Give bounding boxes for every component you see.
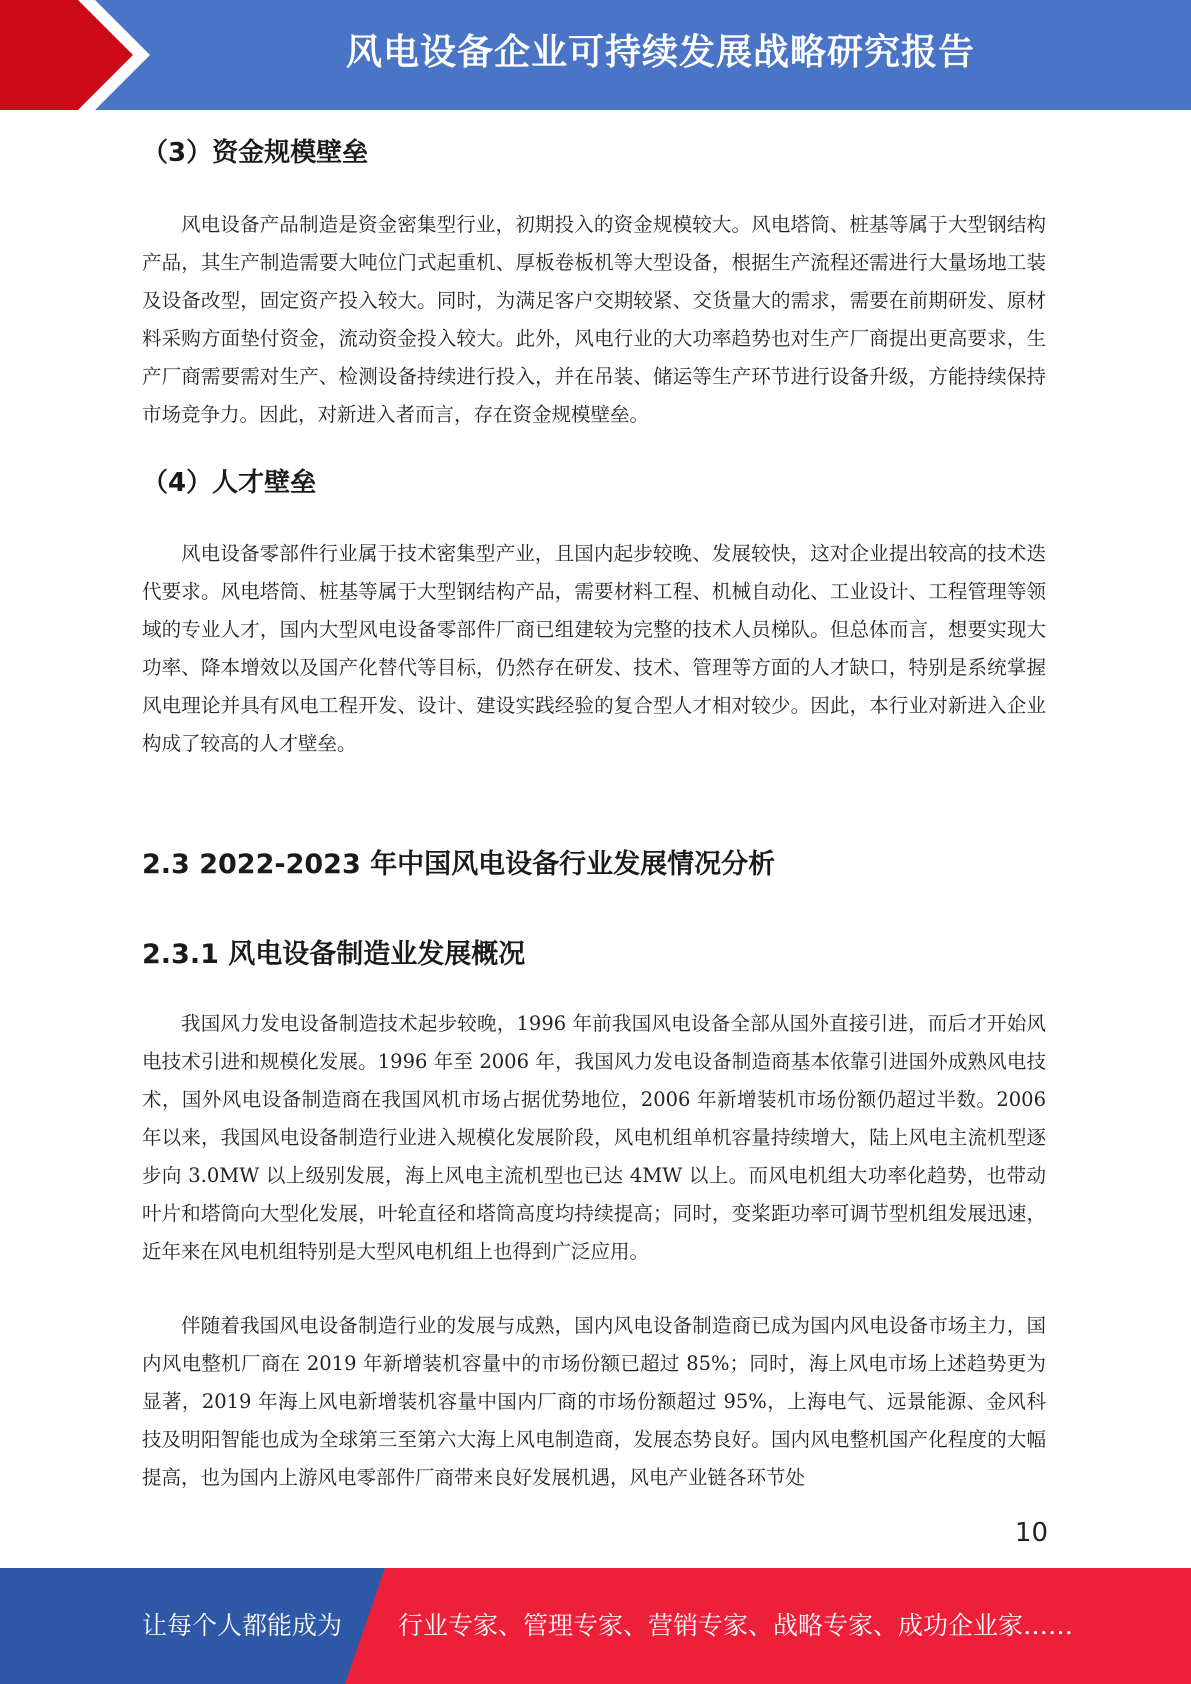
heading-capital-barrier: （3）资金规模壁垒 bbox=[142, 138, 369, 168]
page-number: 10 bbox=[1014, 1518, 1048, 1548]
footer-slogan-right: 行业专家、管理专家、营销专家、战略专家、成功企业家…… bbox=[398, 1611, 1074, 1640]
heading-talent-barrier: （4）人才壁垒 bbox=[142, 468, 317, 498]
paragraph-manufacturing-overview-2: 伴随着我国风电设备制造行业的发展与成熟，国内风电设备制造商已成为国内风电设备市场主力，国内风电整机厂商在 2019 年新增装机容量中的市场份额已超过 85%；同时，海上风电市场上述趋势更为显著，2019 年海上风电新增装机容量中国内厂商的市场份额超过 95%，上海电气、远景能源、金风科技及明阳智能也成为全球第三至第六大海上风电制造商，发展态势良好。国内风电整机国产化程度的大幅提高，也为国内上游风电零部件厂商带来良好发展机遇，风电产业链各环节处 bbox=[142, 1314, 1046, 1489]
footer-slogan-left: 让每个人都能成为 bbox=[142, 1611, 343, 1640]
report-title: 风电设备企业可持续发展战略研究报告 bbox=[345, 32, 975, 73]
paragraph-manufacturing-overview-1: 我国风力发电设备制造技术起步较晚，1996 年前我国风电设备全部从国外直接引进，而后才开始风电技术引进和规模化发展。1996 年至 2006 年，我国风力发电设备制造商基本依靠引进国外成熟风电技术，国外风电设备制造商在我国风机市场占据优势地位，2006 年新增装机市场份额仍超过半数。2006 年以来，我国风电设备制造行业进入规模化发展阶段，风电机组单机容量持续增大，陆上风电主流机型逐步向 3.0MW 以上级别发展，海上风电主流机型也已达 4MW 以上。而风电机组大功率化趋势，也带动叶片和塔筒向大型化发展，叶轮直径和塔筒高度均持续提高；同时，变桨距功率可调节型机组发展迅速，近年来在风电机组特别是大型风电机组上也得到广泛应用。 bbox=[142, 1012, 1046, 1263]
page-header bbox=[0, 0, 1191, 110]
heading-section-2-3: 2.3 2022-2023 年中国风电设备行业发展情况分析 bbox=[142, 849, 776, 880]
page-footer bbox=[0, 1568, 1191, 1684]
paragraph-talent-barrier: 风电设备零部件行业属于技术密集型产业，且国内起步较晚、发展较快，这对企业提出较高的技术迭代要求。风电塔筒、桩基等属于大型钢结构产品，需要材料工程、机械自动化、工业设计、工程管理等领域的专业人才，国内大型风电设备零部件厂商已组建较为完整的技术人员梯队。但总体而言，想要实现大功率、降本增效以及国产化替代等目标，仍然存在研发、技术、管理等方面的人才缺口，特别是系统掌握风电理论并具有风电工程开发、设计、建设实践经验的复合型人才相对较少。因此，本行业对新进入企业构成了较高的人才壁垒。 bbox=[142, 542, 1046, 755]
heading-section-2-3-1: 2.3.1 风电设备制造业发展概况 bbox=[142, 939, 526, 970]
paragraph-capital-barrier: 风电设备产品制造是资金密集型行业，初期投入的资金规模较大。风电塔筒、桩基等属于大型钢结构产品，其生产制造需要大吨位门式起重机、厚板卷板机等大型设备，根据生产流程还需进行大量场地工装及设备改型，固定资产投入较大。同时，为满足客户交期较紧、交货量大的需求，需要在前期研发、原材料采购方面垫付资金，流动资金投入较大。此外，风电行业的大功率趋势也对生产厂商提出更高要求，生产厂商需要需对生产、检测设备持续进行投入，并在吊装、储运等生产环节进行设备升级，方能持续保持市场竞争力。因此，对新进入者而言，存在资金规模壁垒。 bbox=[142, 213, 1046, 426]
